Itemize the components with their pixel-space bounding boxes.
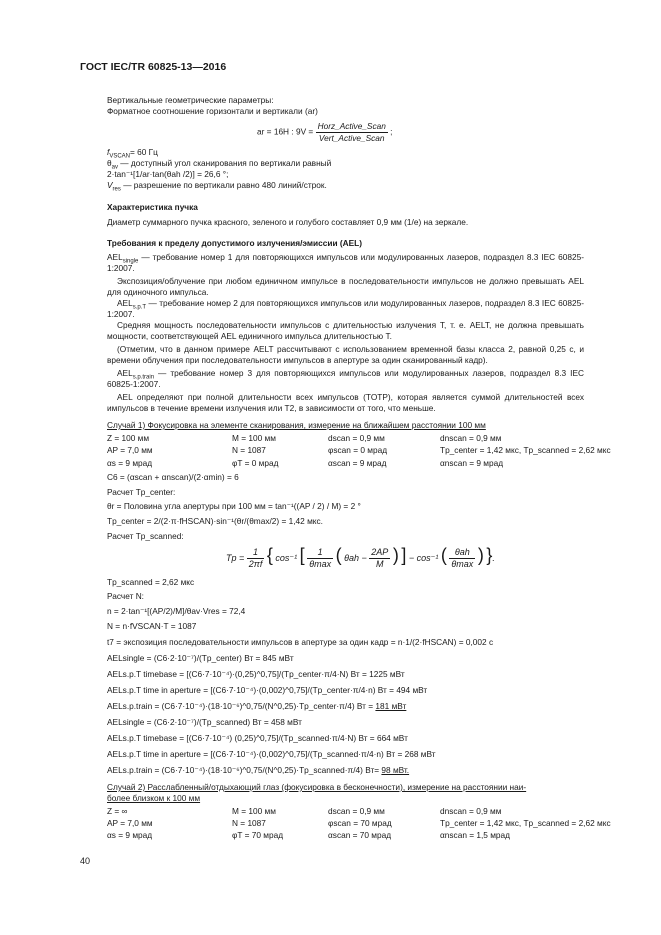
ael-eq-2: AELs.p.T timebase = [(C6·7·10⁻⁴)·(0,25)^0,75]/(Tp_center·π/4·N) Вт = 1225 мВт bbox=[107, 669, 405, 679]
cos1: cos⁻¹ bbox=[275, 552, 298, 563]
frac-3 bbox=[369, 547, 390, 570]
case2-r3-c3: αscan = 70 мрад bbox=[328, 830, 392, 840]
bracket-open: [ bbox=[299, 544, 305, 565]
ael-eq-3: AELs.p.T time in aperture = [(C6·7·10⁻⁴)·(0,002)^0,75]/(Tp_center·π/4·n) Вт = 494 мВт bbox=[107, 685, 428, 695]
vres-text: — разрешение по вертикали равно 480 линий/строк. bbox=[120, 180, 327, 190]
ael-eq-4 bbox=[107, 701, 406, 712]
case1-r2-c4: Tp_center = 1,42 мкс, Tp_scanned = 2,62 мкс bbox=[440, 445, 611, 455]
case1-r2-c1: AP = 7,0 мм bbox=[107, 445, 153, 455]
case1-r3-c1: αs = 9 мрад bbox=[107, 458, 153, 468]
frac2-num: 1 bbox=[307, 547, 333, 559]
formula-end: . bbox=[492, 552, 495, 563]
ar-numerator: Horz_Active_Scan bbox=[317, 121, 386, 131]
ael-paragraph-2: Экспозиция/облучение при любом единичном импульсе в последовательности импульсов не должно превышать AEL для одиночного импульса. bbox=[107, 276, 584, 297]
ael-eq-4-result: 181 мВт bbox=[375, 701, 407, 711]
page-number: 40 bbox=[80, 856, 91, 866]
case2-r1-c3: dscan = 0,9 мм bbox=[328, 806, 385, 816]
ar-denominator: Vert_Active_Scan bbox=[318, 133, 385, 143]
frac3-num: 2AP bbox=[371, 547, 389, 557]
c6-formula: C6 = (αscan + αnscan)/(2·αmin) = 6 bbox=[107, 472, 239, 482]
case2-r3-c4: αnscan = 1,5 мрад bbox=[440, 830, 511, 840]
vres-line bbox=[107, 180, 327, 191]
ael3-text: — требование номер 2 для повторяющихся импульсов или модулированных лазеров, подраздел 8.3 IEC 60825-1:2007. bbox=[107, 298, 584, 319]
frac-2 bbox=[307, 547, 333, 570]
theta-ah-term: θah − bbox=[344, 552, 367, 563]
geom-line-1: Вертикальные геометрические параметры: bbox=[107, 95, 274, 105]
n-line-2: N = n·fVSCAN·T = 1087 bbox=[107, 621, 197, 631]
vres-symbol: V bbox=[107, 180, 113, 190]
case1-r3-c2: φT = 0 мрад bbox=[232, 458, 279, 468]
case1-r1-c4: dnscan = 0,9 мм bbox=[440, 433, 502, 443]
ael-eq-5: AELsingle = (C6·2·10⁻⁷)/(Tp_scanned) Вт = 458 мВт bbox=[107, 717, 302, 727]
paren-open-2: ( bbox=[440, 544, 447, 565]
brace-open: { bbox=[266, 544, 273, 565]
vres-sub: res bbox=[112, 186, 121, 193]
ael-eq-1: AELsingle = (C6·2·10⁻⁷)/(Tp_center) Вт = 845 мВт bbox=[107, 653, 294, 663]
f-value: = 60 Гц bbox=[129, 147, 158, 157]
tp-scanned-value: Tp_scanned = 2,62 мкс bbox=[107, 577, 195, 587]
tp-formula bbox=[226, 544, 495, 570]
tp-center-line: Tp_center = 2/(2·π·fHSCAN)·sin⁻¹(θr/(θmax/2) = 1,42 мкс. bbox=[107, 516, 323, 526]
case2-title-2: более близком к 100 мм bbox=[107, 793, 201, 803]
t7-line: t7 = экспозиция последовательности импульсов в апертуре за один кадр = n·1/(2·fHSCAN) = 0,002 с bbox=[107, 637, 494, 647]
ael-eq-6: AELs.p.T timebase = [(C6·7·10⁻⁴) (0,25)^0,75]/(Tp_scanned·π/4·N) Вт = 664 мВт bbox=[107, 733, 408, 743]
frac4-num: θah bbox=[449, 547, 475, 559]
beam-text: Диаметр суммарного пучка красного, зеленого и голубого составляет 0,9 мм (1/е) на зеркале. bbox=[107, 217, 469, 227]
case2-r2-c1: AP = 7,0 мм bbox=[107, 818, 153, 828]
paren-close-2: ) bbox=[477, 544, 484, 565]
ael1-sub: single bbox=[122, 258, 139, 265]
theta-text: — доступный угол сканирования по вертикали равный bbox=[117, 158, 332, 168]
ael-eq-8-text: AELs.p.train = (C6·7·10⁻⁴)·(18·10⁻⁶)^0,75/(N^0,25)·Tp_scanned·π/4) Вт= bbox=[107, 765, 382, 775]
ael-paragraph-5: (Отметим, что в данном примере AELT рассчитывают с использованием временной базы класса 2, равной 0,25 с, и времени облучения при последовательности импульсов в апертуре за один сканированный кадр). bbox=[107, 344, 584, 365]
ar-end: ; bbox=[390, 126, 393, 137]
f-vscan-line bbox=[107, 147, 158, 158]
case1-r1-c1: Z = 100 мм bbox=[107, 433, 150, 443]
case2-r3-c1: αs = 9 мрад bbox=[107, 830, 153, 840]
ael6-text: — требование номер 3 для повторяющихся импульсов или модулированных лазеров, подраздел 8.3 IEC 60825-1:2007. bbox=[107, 368, 584, 389]
calc-tp-center: Расчет Tp_center: bbox=[107, 487, 176, 497]
calc-tp-scanned: Расчет Tp_scanned: bbox=[107, 531, 184, 541]
case2-r1-c1: Z = ∞ bbox=[107, 806, 128, 816]
case2-r2-c4: Tp_center = 1,42 мкс, Tp_scanned = 2,62 мкс bbox=[440, 818, 611, 828]
ael6-sym: AEL bbox=[117, 368, 133, 378]
paren-open-1: ( bbox=[335, 544, 342, 565]
ael6-sub: s.p.train bbox=[132, 374, 155, 381]
ael-eq-8-result: 98 мВт. bbox=[381, 765, 410, 775]
paren-close-1: ) bbox=[392, 544, 399, 565]
frac1-num: 1 bbox=[247, 547, 265, 559]
f-symbol: f bbox=[107, 147, 110, 157]
frac4-den: θmax bbox=[451, 559, 474, 569]
case2-r2-c2: N = 1087 bbox=[232, 818, 266, 828]
frac1-den: 2πf bbox=[248, 559, 263, 569]
theta-sub: av bbox=[111, 164, 118, 171]
theta-r-line: θr = Половина угла апертуры при 100 мм = tan⁻¹((AP / 2) / M) = 2 ° bbox=[107, 501, 361, 511]
aspect-ratio-formula bbox=[257, 121, 392, 144]
ael1-text: — требование номер 1 для повторяющихся импульсов или модулированных лазеров, подраздел 8.3 IEC 60825-1:2007. bbox=[107, 252, 584, 273]
ael-paragraph-1 bbox=[107, 252, 584, 274]
frac-4 bbox=[449, 547, 475, 570]
ael3-sym: AEL bbox=[117, 298, 133, 308]
case2-r1-c2: M = 100 мм bbox=[232, 806, 276, 816]
ael-paragraph-6 bbox=[107, 368, 584, 390]
n-line-1: n = 2·tan⁻¹[(AP/2)/M]/θav·Vres = 72,4 bbox=[107, 606, 246, 616]
f-sub: VSCAN bbox=[109, 153, 130, 160]
frac3-den: M bbox=[376, 559, 384, 569]
case1-r1-c3: dscan = 0,9 мм bbox=[328, 433, 385, 443]
calc-n: Расчет N: bbox=[107, 591, 144, 601]
ael-paragraph-4: Средняя мощность последовательности импульсов с длительностью излучения T, т. е. AELT, не должна превышать мощности, соответствующей AEL единичного импульса длительностью T. bbox=[107, 320, 584, 341]
theta-symbol: θ bbox=[107, 158, 112, 168]
case1-title: Случай 1) Фокусировка на элементе сканирования, измерение на ближайшем расстоянии 100 мм bbox=[107, 420, 486, 430]
brace-close: } bbox=[486, 544, 493, 565]
bracket-close: ] bbox=[401, 544, 407, 565]
ael-eq-8 bbox=[107, 765, 409, 776]
theta-formula: 2·tan⁻¹[1/ar·tan(θah /2)] = 26,6 °; bbox=[107, 169, 229, 179]
ael1-sym: AEL bbox=[107, 252, 123, 262]
case1-r1-c2: M = 100 мм bbox=[232, 433, 276, 443]
ael-heading: Требования к пределу допустимого излучения/эмиссии (AEL) bbox=[107, 238, 362, 248]
theta-av-line bbox=[107, 158, 331, 169]
ar-lhs: ar = 16H : 9V = bbox=[257, 126, 314, 137]
cos2: − cos⁻¹ bbox=[408, 552, 439, 563]
case2-title-1: Случай 2) Расслабленный/отдыхающий глаз (фокусировка в бесконечности), измерение на расстоянии наи- bbox=[107, 782, 527, 792]
ael-eq-4-text: AELs.p.train = (C6·7·10⁻⁴)·(18·10⁻⁶)^0,75/(N^0,25)·Tp_center·π/4) Вт = bbox=[107, 701, 376, 711]
case1-r2-c3: φscan = 0 мрад bbox=[328, 445, 388, 455]
case2-r1-c4: dnscan = 0,9 мм bbox=[440, 806, 502, 816]
frac-1 bbox=[247, 547, 265, 570]
ael3-sub: s.p.T bbox=[132, 304, 147, 311]
ael-paragraph-3 bbox=[107, 298, 584, 320]
case2-r3-c2: φT = 70 мрад bbox=[232, 830, 284, 840]
ael-eq-7: AELs.p.T time in aperture = [(C6·7·10⁻⁴)·(0,002)^0,75]/(Tp_scanned·π/4·n) Вт = 268 мВт bbox=[107, 749, 436, 759]
document-header: ГОСТ IEC/TR 60825-13—2016 bbox=[80, 61, 227, 73]
case1-r3-c3: αscan = 9 мрад bbox=[328, 458, 387, 468]
beam-heading: Характеристика пучка bbox=[107, 202, 198, 212]
case1-r2-c2: N = 1087 bbox=[232, 445, 266, 455]
ael-paragraph-7: AEL определяют при полной длительности всех импульсов (TOTP), которая является суммой длительностей всех импульсов в течение времени излучения или T2, в зависимости от того, что меньше. bbox=[107, 392, 584, 413]
frac2-den: θmax bbox=[309, 559, 332, 569]
case1-r3-c4: αnscan = 9 мрад bbox=[440, 458, 504, 468]
case2-r2-c3: φscan = 70 мрад bbox=[328, 818, 392, 828]
ar-fraction bbox=[316, 121, 388, 144]
tp-lhs: Tp = bbox=[226, 552, 245, 563]
geom-line-2: Форматное соотношение горизонтали и вертикали (ar) bbox=[107, 106, 318, 116]
